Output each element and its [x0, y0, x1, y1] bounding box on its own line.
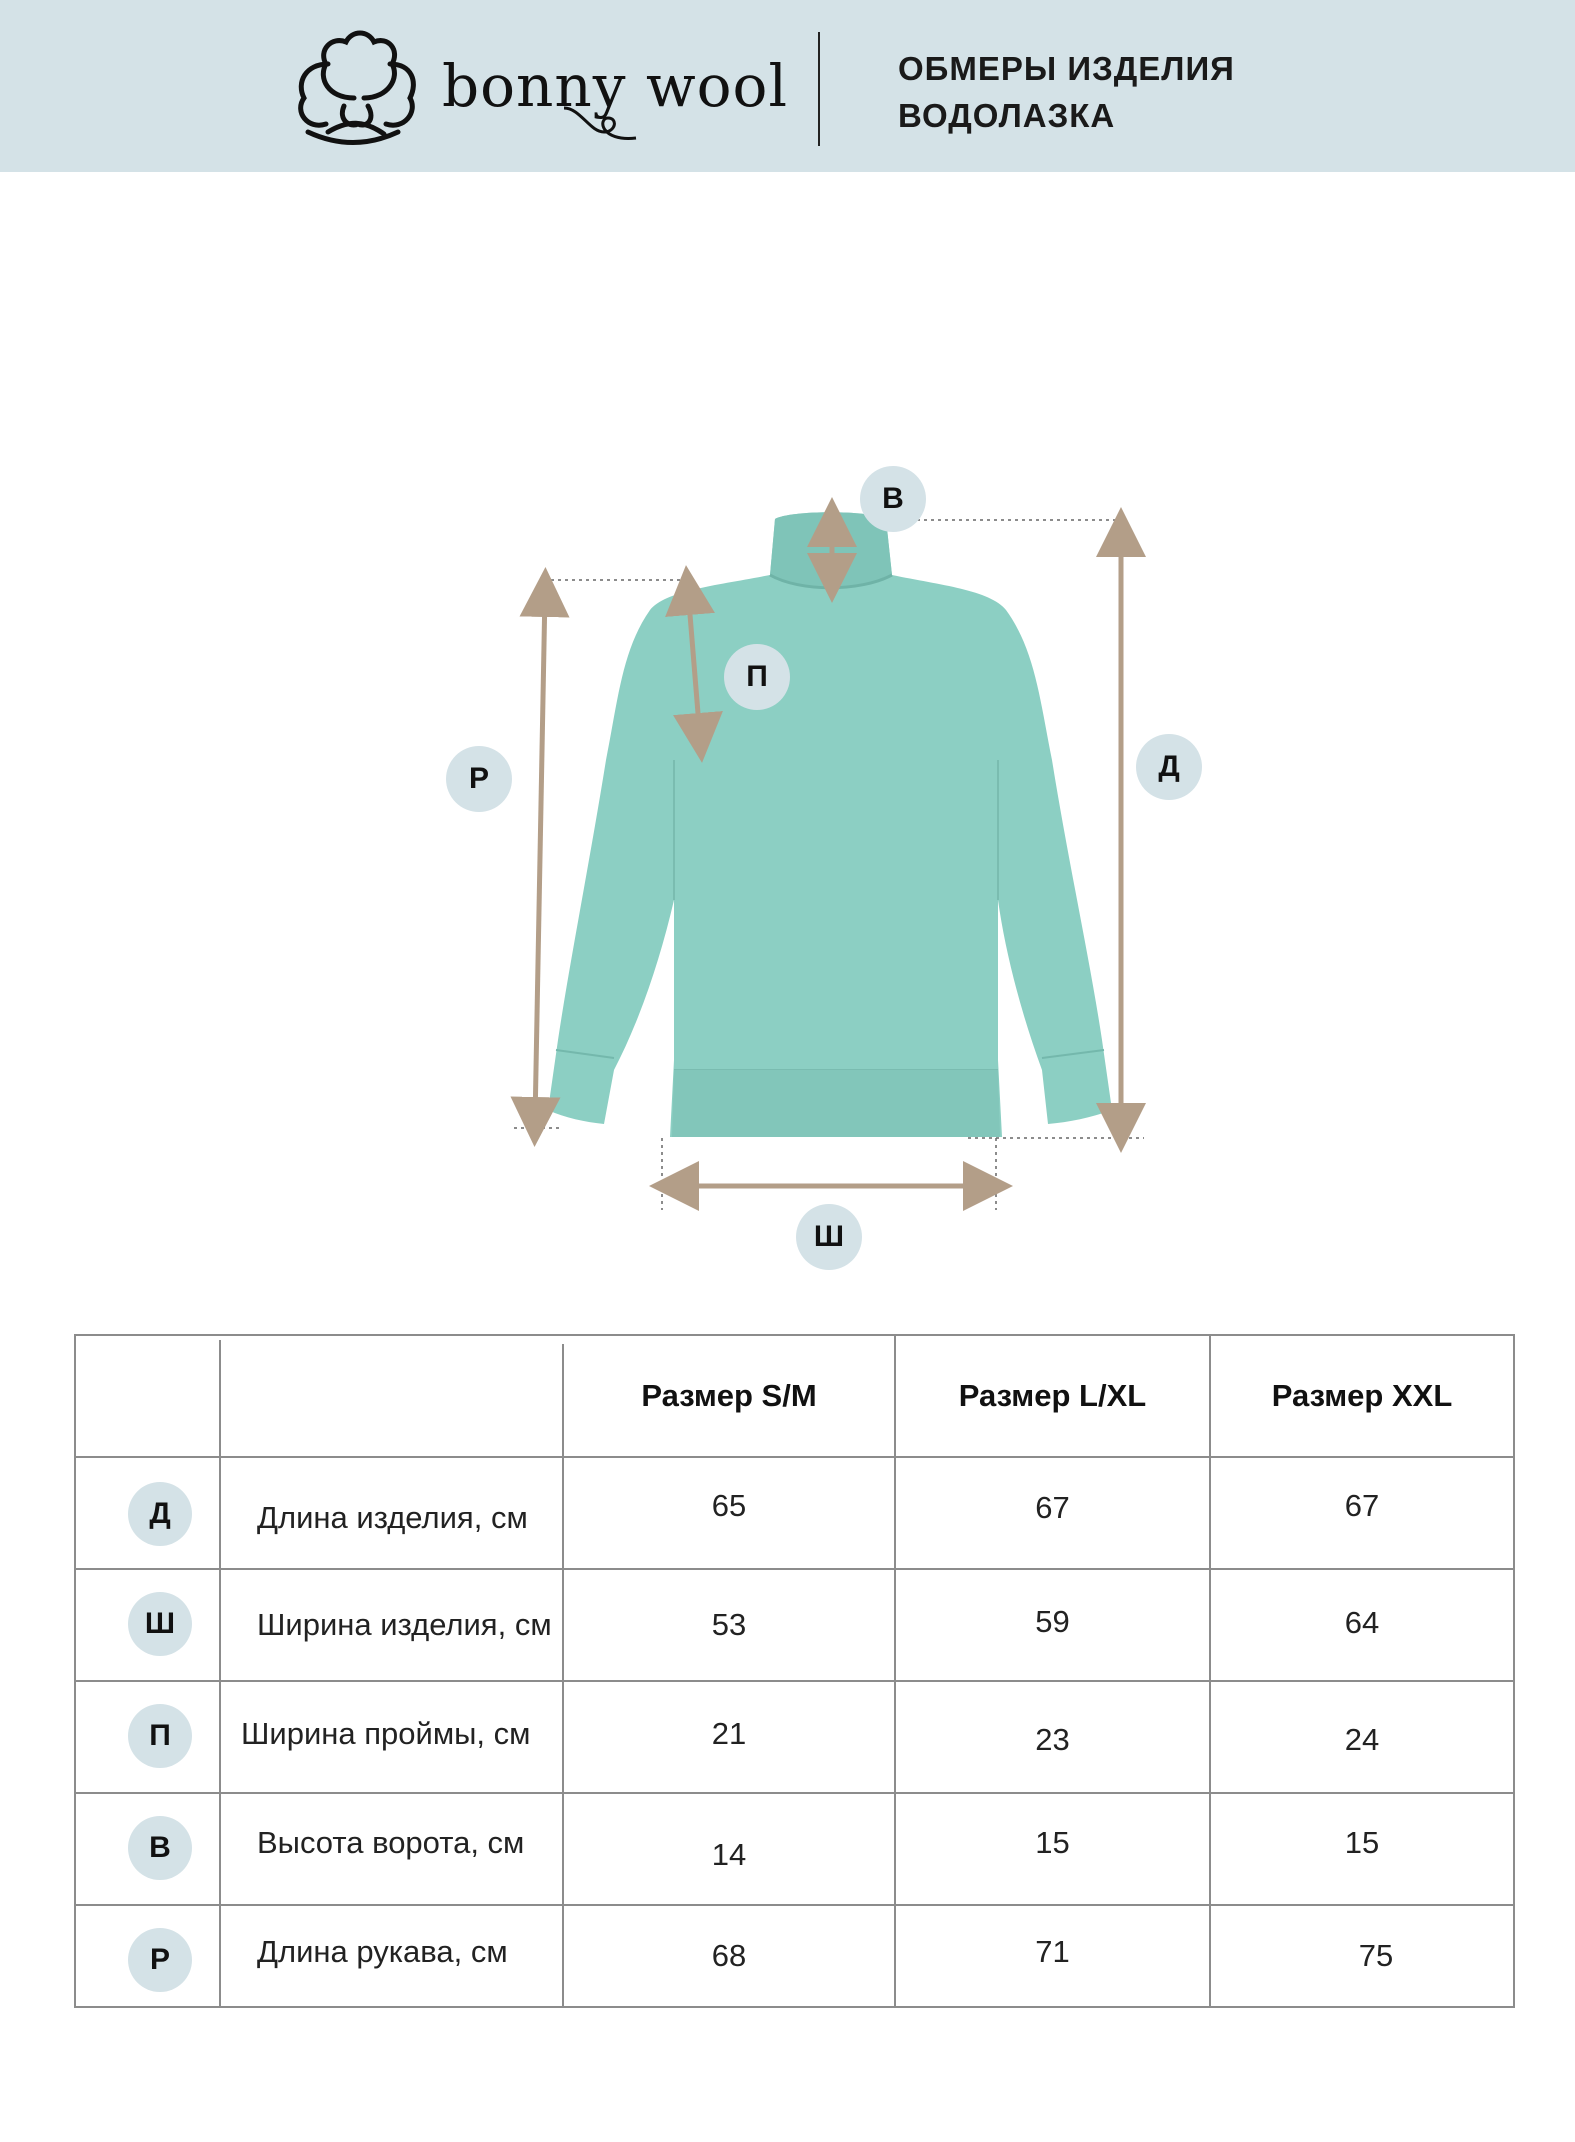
- row-label: Длина изделия, см: [257, 1500, 528, 1535]
- armhole-width-badge: П: [724, 644, 790, 710]
- table-cell: 53: [711, 1607, 747, 1642]
- table-border: [74, 2006, 1515, 2008]
- table-cell: 65: [711, 1488, 747, 1523]
- sleeve-arrow: [535, 592, 545, 1122]
- row-label: Ширина изделия, см: [257, 1607, 552, 1642]
- table-cell: 15: [1035, 1825, 1070, 1860]
- table-cell: 23: [1035, 1722, 1070, 1757]
- row-code-badge: Ш: [128, 1592, 192, 1656]
- garment-length-badge: Д: [1136, 734, 1202, 800]
- table-cell: 68: [711, 1938, 747, 1973]
- row-label: Длина рукава, см: [257, 1934, 508, 1969]
- table-cell: 59: [1035, 1604, 1070, 1639]
- table-cell: 71: [1035, 1934, 1070, 1969]
- row-code-badge: Д: [128, 1482, 192, 1546]
- table-cell: 64: [1344, 1605, 1380, 1640]
- table-cell: 75: [1358, 1938, 1394, 1973]
- table-border: [74, 1334, 76, 2008]
- table-cell: 24: [1344, 1722, 1380, 1757]
- row-label: Высота ворота, см: [257, 1825, 525, 1860]
- row-label: Ширина проймы, см: [241, 1716, 531, 1751]
- size-header-sm: Размер S/M: [641, 1378, 817, 1413]
- size-table: [74, 1334, 1515, 2008]
- header-subtitle: ВОДОЛАЗКА: [898, 97, 1116, 134]
- table-cell: 15: [1344, 1825, 1380, 1860]
- row-code-badge: Р: [128, 1928, 192, 1992]
- size-header-lxl: Размер L/XL: [958, 1378, 1147, 1413]
- size-header-xxl: Размер XXL: [1271, 1378, 1453, 1413]
- row-code-badge: В: [128, 1816, 192, 1880]
- table-cell: 67: [1035, 1490, 1070, 1525]
- table-cell: 67: [1344, 1488, 1380, 1523]
- garment-width-badge: Ш: [796, 1204, 862, 1270]
- table-cell: 21: [711, 1716, 747, 1751]
- row-code-badge: П: [128, 1704, 192, 1768]
- turtleneck-sweater-icon: [548, 512, 1112, 1137]
- sleeve-length-badge: Р: [446, 746, 512, 812]
- table-cell: 14: [711, 1837, 747, 1872]
- brand-name: bonny wool: [442, 52, 788, 120]
- header-title: ОБМЕРЫ ИЗДЕЛИЯ: [898, 50, 1235, 87]
- collar-height-badge: В: [860, 466, 926, 532]
